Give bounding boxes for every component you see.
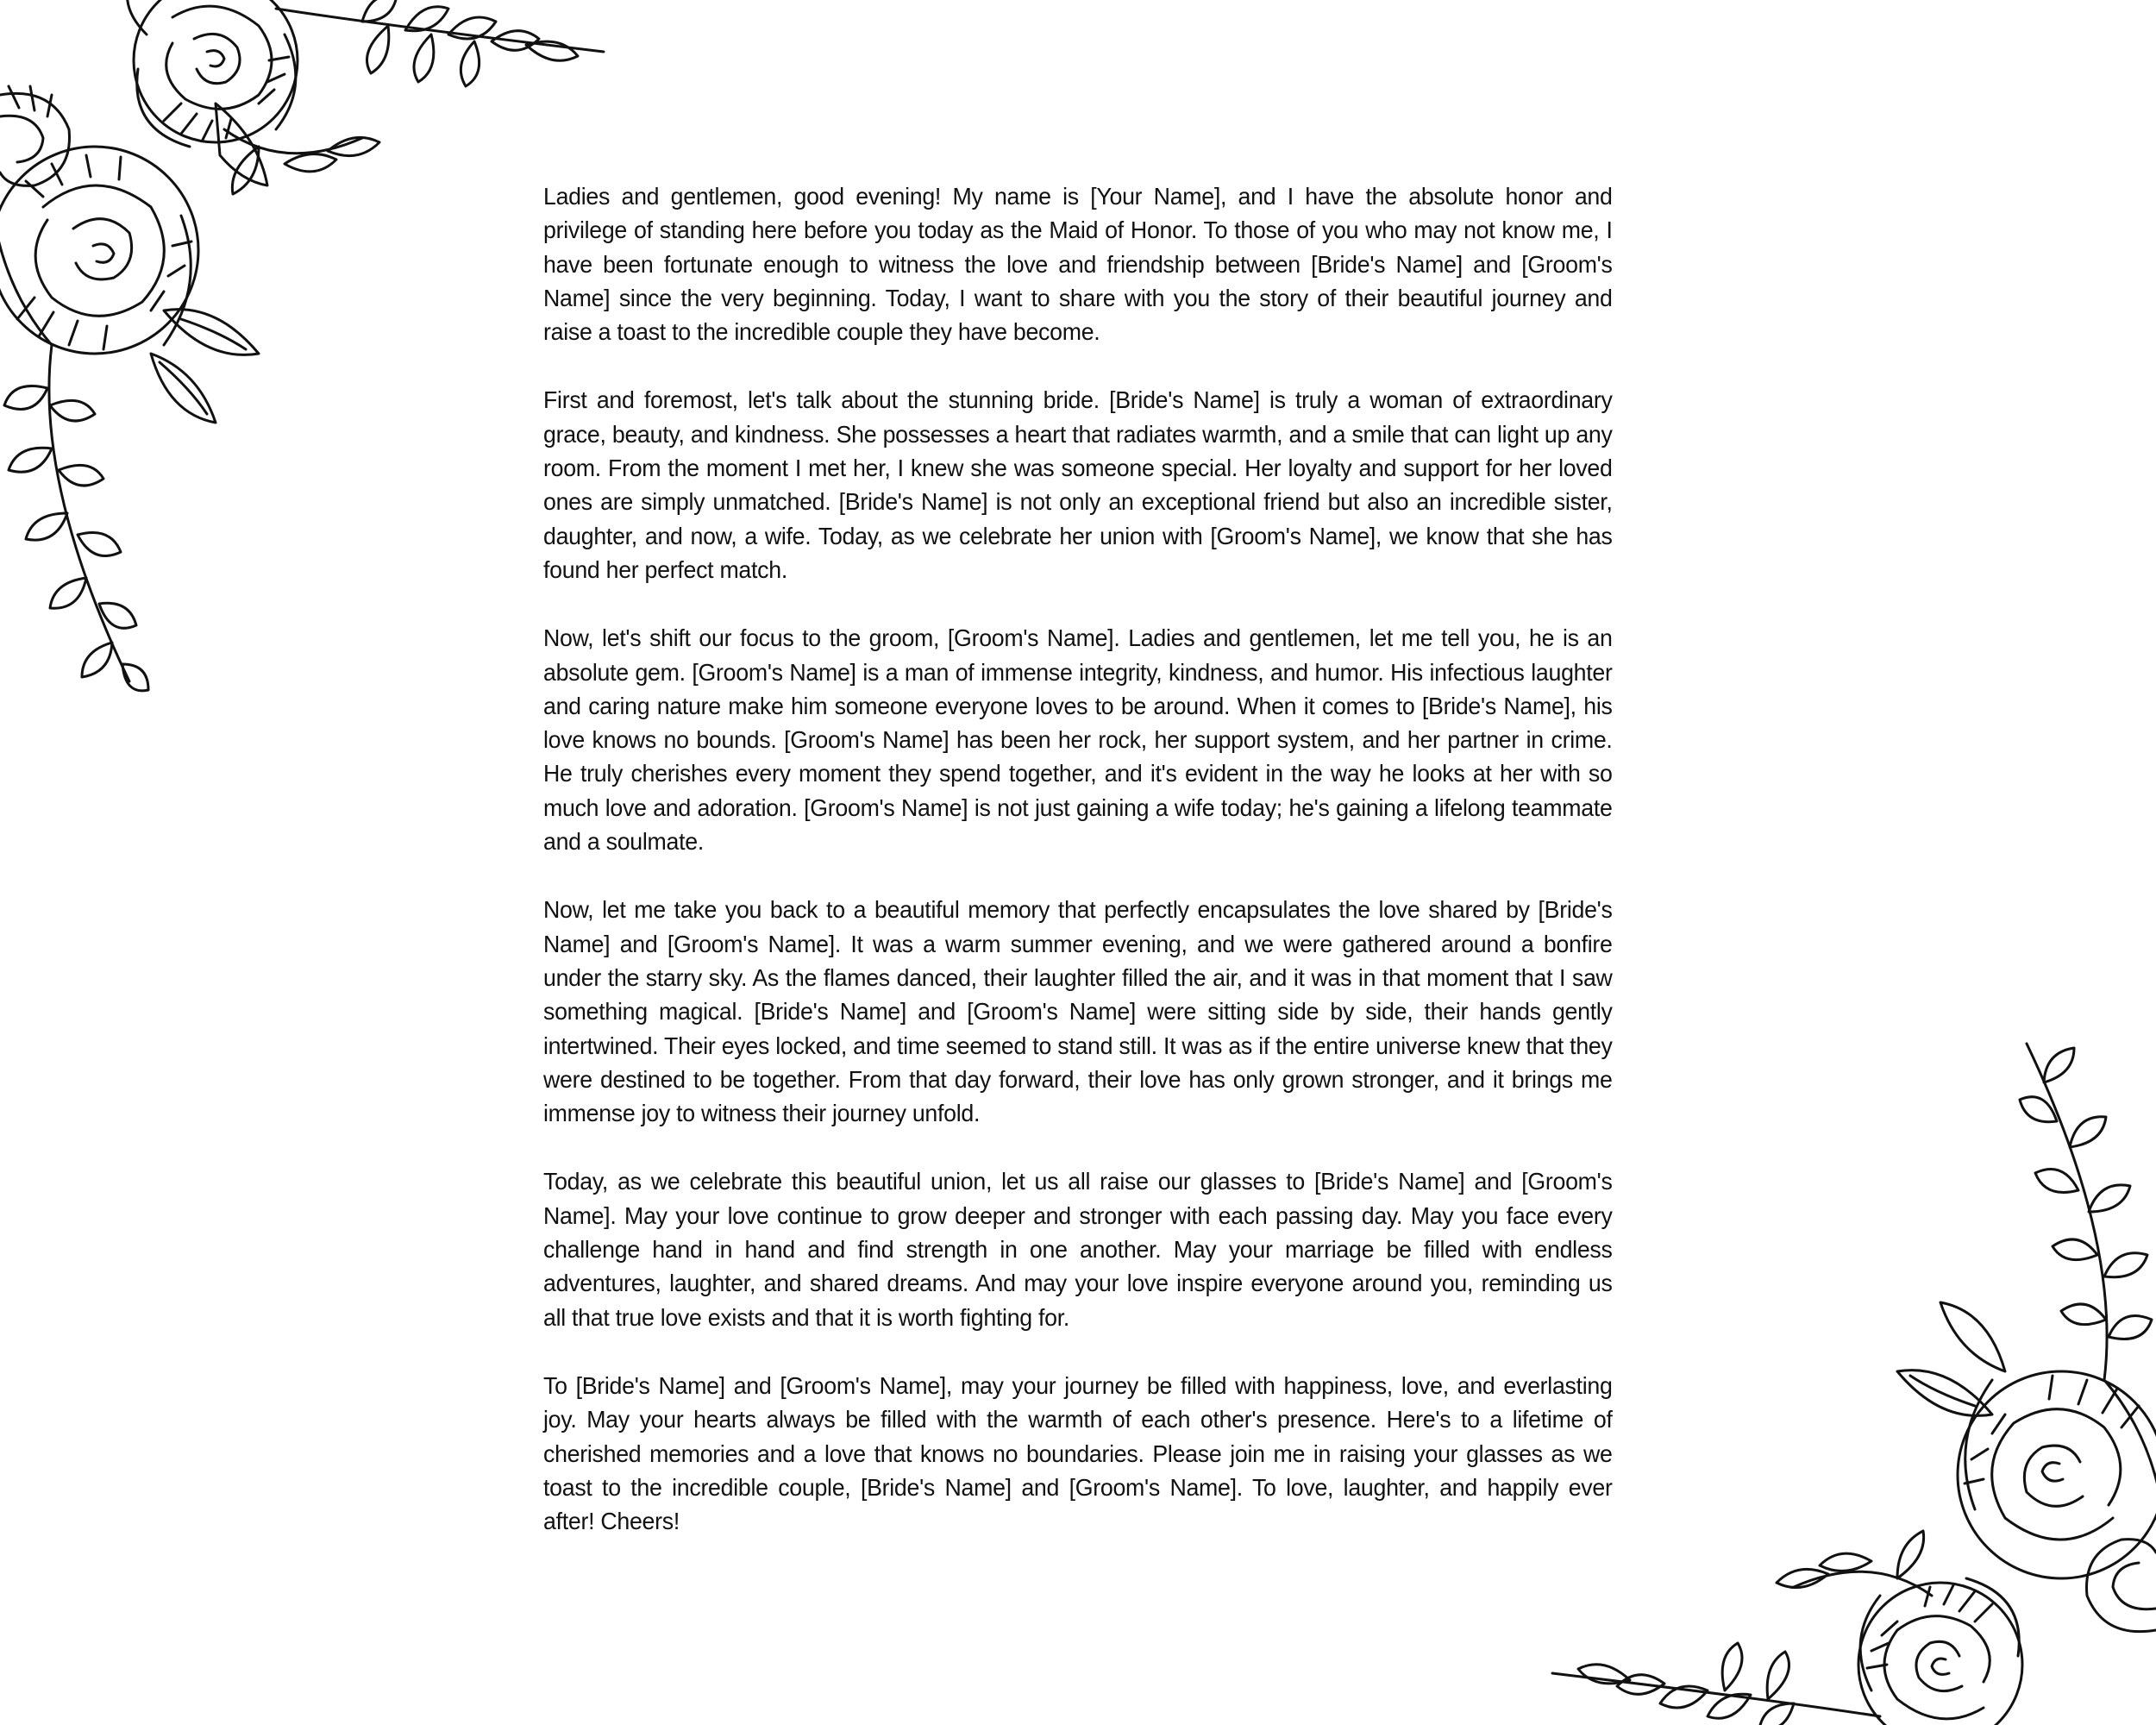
- paragraph-4: Now, let me take you back to a beautiful memory that perfectly encapsulates the love shared by [Bride's Name] and [Groom's Name]. It was a warm summer evening, and we were gathered around a bonfire under the starry sky. As the flames danced, their laughter filled the air, and it was in that moment that I saw something magical. [Bride's Name] and [Groom's Name] were sitting side by side, their hands gently intertwined. Their eyes locked, and time seemed to stand still. It was as if the entire universe knew that they were destined to be together. From that day forward, their love has only grown stronger, and it brings me immense joy to witness their journey unfold.: [543, 896, 1613, 1127]
- paragraph-3: Now, let's shift our focus to the groom, [Groom's Name]. Ladies and gentlemen, let me tell you, he is an absolute gem. [Groom's Name] is a man of immense integrity, kindness, and humor. His infectious laughter and caring nature make him someone everyone loves to be around. When it comes to [Bride's Name], his love knows no bounds. [Groom's Name] has been her rock, her support system, and her partner in crime. He truly cherishes every moment they spend together, and it's evident in the way he looks at her with so much love and adoration. [Groom's Name] is not just gaining a wife today; he's gaining a lifelong teammate and a soulmate.: [543, 624, 1613, 856]
- paragraph-5: Today, as we celebrate this beautiful union, let us all raise our glasses to [Bride's Name] and [Groom's Name]. May your love continue to grow deeper and stronger with each passing day. May you face every challenge hand in hand and find strength in one another. May your marriage be filled with endless adventures, laughter, and shared dreams. And may your love inspire everyone around you, reminding us all that true love exists and that it is worth fighting for.: [543, 1168, 1613, 1331]
- rose-floral-corner-top-left: [0, 0, 621, 699]
- paragraph-1: Ladies and gentlemen, good evening! My name is [Your Name], and I have the absolute honor and privilege of standing here before you today as the Maid of Honor. To those of you who may not know me, I have been fortunate enough to witness the love and friendship between [Bride's Name] and [Groom's Name] since the very beginning. Today, I want to share with you the story of their beautiful journey and raise a toast to the incredible couple they have become.: [543, 183, 1613, 346]
- rose-floral-corner-bottom-right: [1535, 1026, 2156, 1725]
- paragraph-2: First and foremost, let's talk about the stunning bride. [Bride's Name] is truly a woman of extraordinary grace, beauty, and kindness. She possesses a heart that radiates warmth, and a smile that can light up any room. From the moment I met her, I knew she was someone special. Her loyalty and support for her loved ones are simply unmatched. [Bride's Name] is not only an exceptional friend but also an incredible sister, daughter, and now, a wife. Today, as we celebrate her union with [Groom's Name], we know that she has found her perfect match.: [543, 386, 1613, 583]
- paragraph-6: To [Bride's Name] and [Groom's Name], may your journey be filled with happiness, love, and everlasting joy. May your hearts always be filled with the warmth of each other's presence. Here's to a lifetime of cherished memories and a love that knows no boundaries. Please join me in raising your glasses as we toast to the incredible couple, [Bride's Name] and [Groom's Name]. To love, laughter, and happily ever after! Cheers!: [543, 1371, 1613, 1535]
- speech-body: [543, 179, 1613, 1572]
